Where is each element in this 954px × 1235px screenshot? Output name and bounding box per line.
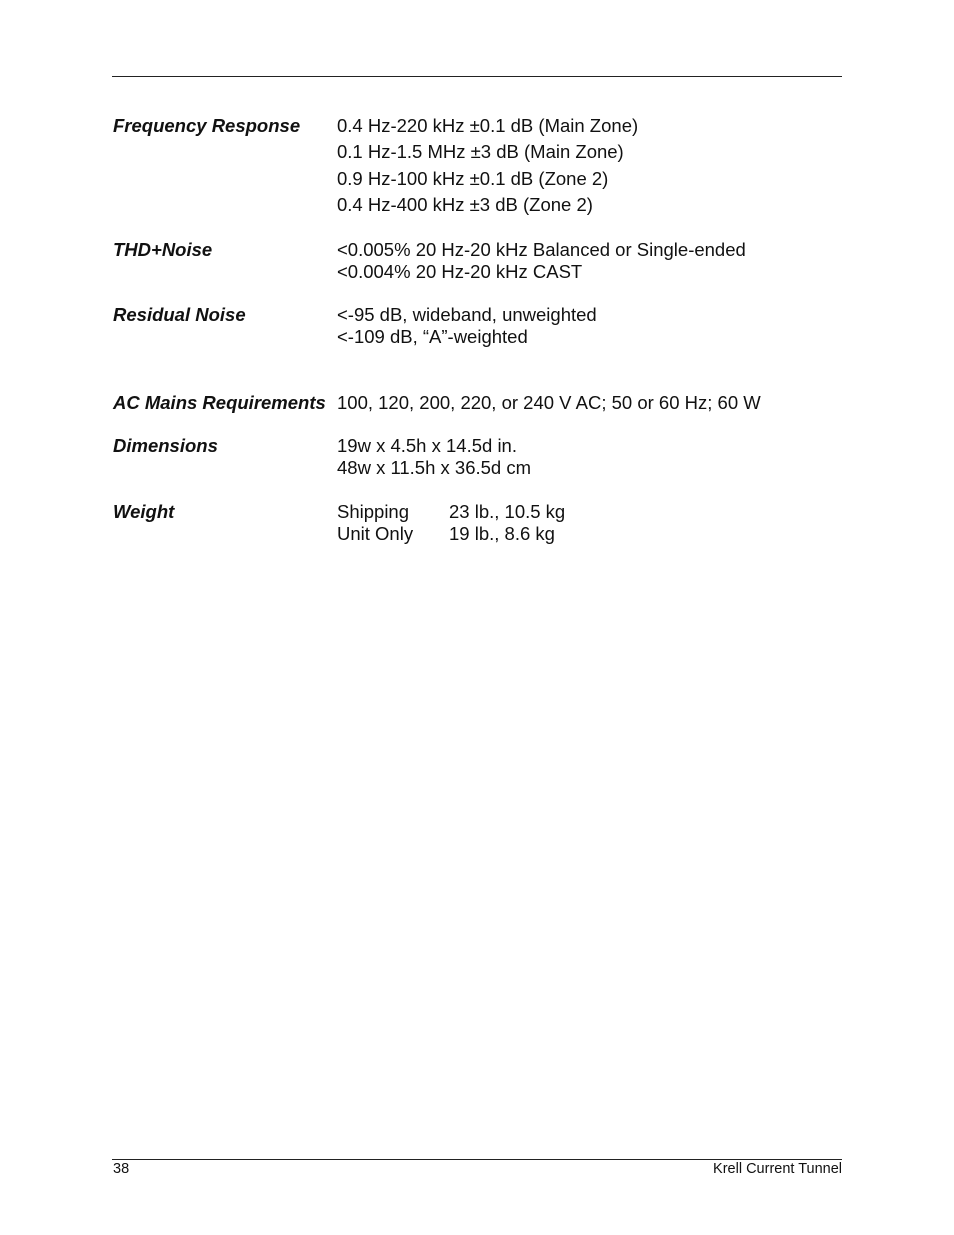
weight-row-value: 19 lb., 8.6 kg [449, 523, 555, 544]
spec-value: 0.1 Hz-1.5 MHz ±3 dB (Main Zone) [337, 141, 624, 163]
spec-label: Weight [113, 501, 175, 522]
spec-value: <0.005% 20 Hz-20 kHz Balanced or Single-ended [337, 239, 746, 260]
spec-value: 100, 120, 200, 220, or 240 V AC; 50 or 60 Hz; 60 W [337, 392, 761, 413]
spec-values [337, 115, 638, 220]
spec-value: 48w x 11.5h x 36.5d cm [337, 457, 532, 478]
spec-value: 0.4 Hz-400 kHz ±3 dB (Zone 2) [337, 193, 593, 215]
spec-label: Frequency Response [113, 115, 301, 136]
spec-values [337, 392, 761, 414]
spec-values [337, 304, 597, 348]
weight-row [337, 501, 565, 523]
footer-product-name: Krell Current Tunnel [713, 1161, 842, 1177]
spec-value: 19w x 4.5h x 14.5d in. [337, 435, 517, 456]
spec-value: <-109 dB, “A”-weighted [337, 326, 528, 347]
spec-values [337, 239, 746, 283]
spec-values [337, 501, 565, 545]
weight-row [337, 523, 565, 545]
weight-row-value: 23 lb., 10.5 kg [449, 501, 566, 522]
spec-label: Residual Noise [113, 304, 246, 325]
spec-values [337, 435, 531, 479]
page-number: 38 [113, 1161, 130, 1177]
weight-row-name: Shipping [337, 501, 410, 522]
spec-label: Dimensions [113, 435, 218, 456]
spec-label: THD+Noise [113, 239, 213, 260]
spec-value: <-95 dB, wideband, unweighted [337, 304, 597, 325]
spec-label: AC Mains Requirements [113, 392, 326, 413]
spec-value: 0.9 Hz-100 kHz ±0.1 dB (Zone 2) [337, 167, 609, 189]
header-rule [112, 76, 842, 77]
weight-row-name: Unit Only [337, 523, 414, 544]
spec-value: <0.004% 20 Hz-20 kHz CAST [337, 261, 583, 282]
spec-value: 0.4 Hz-220 kHz ±0.1 dB (Main Zone) [337, 115, 639, 136]
